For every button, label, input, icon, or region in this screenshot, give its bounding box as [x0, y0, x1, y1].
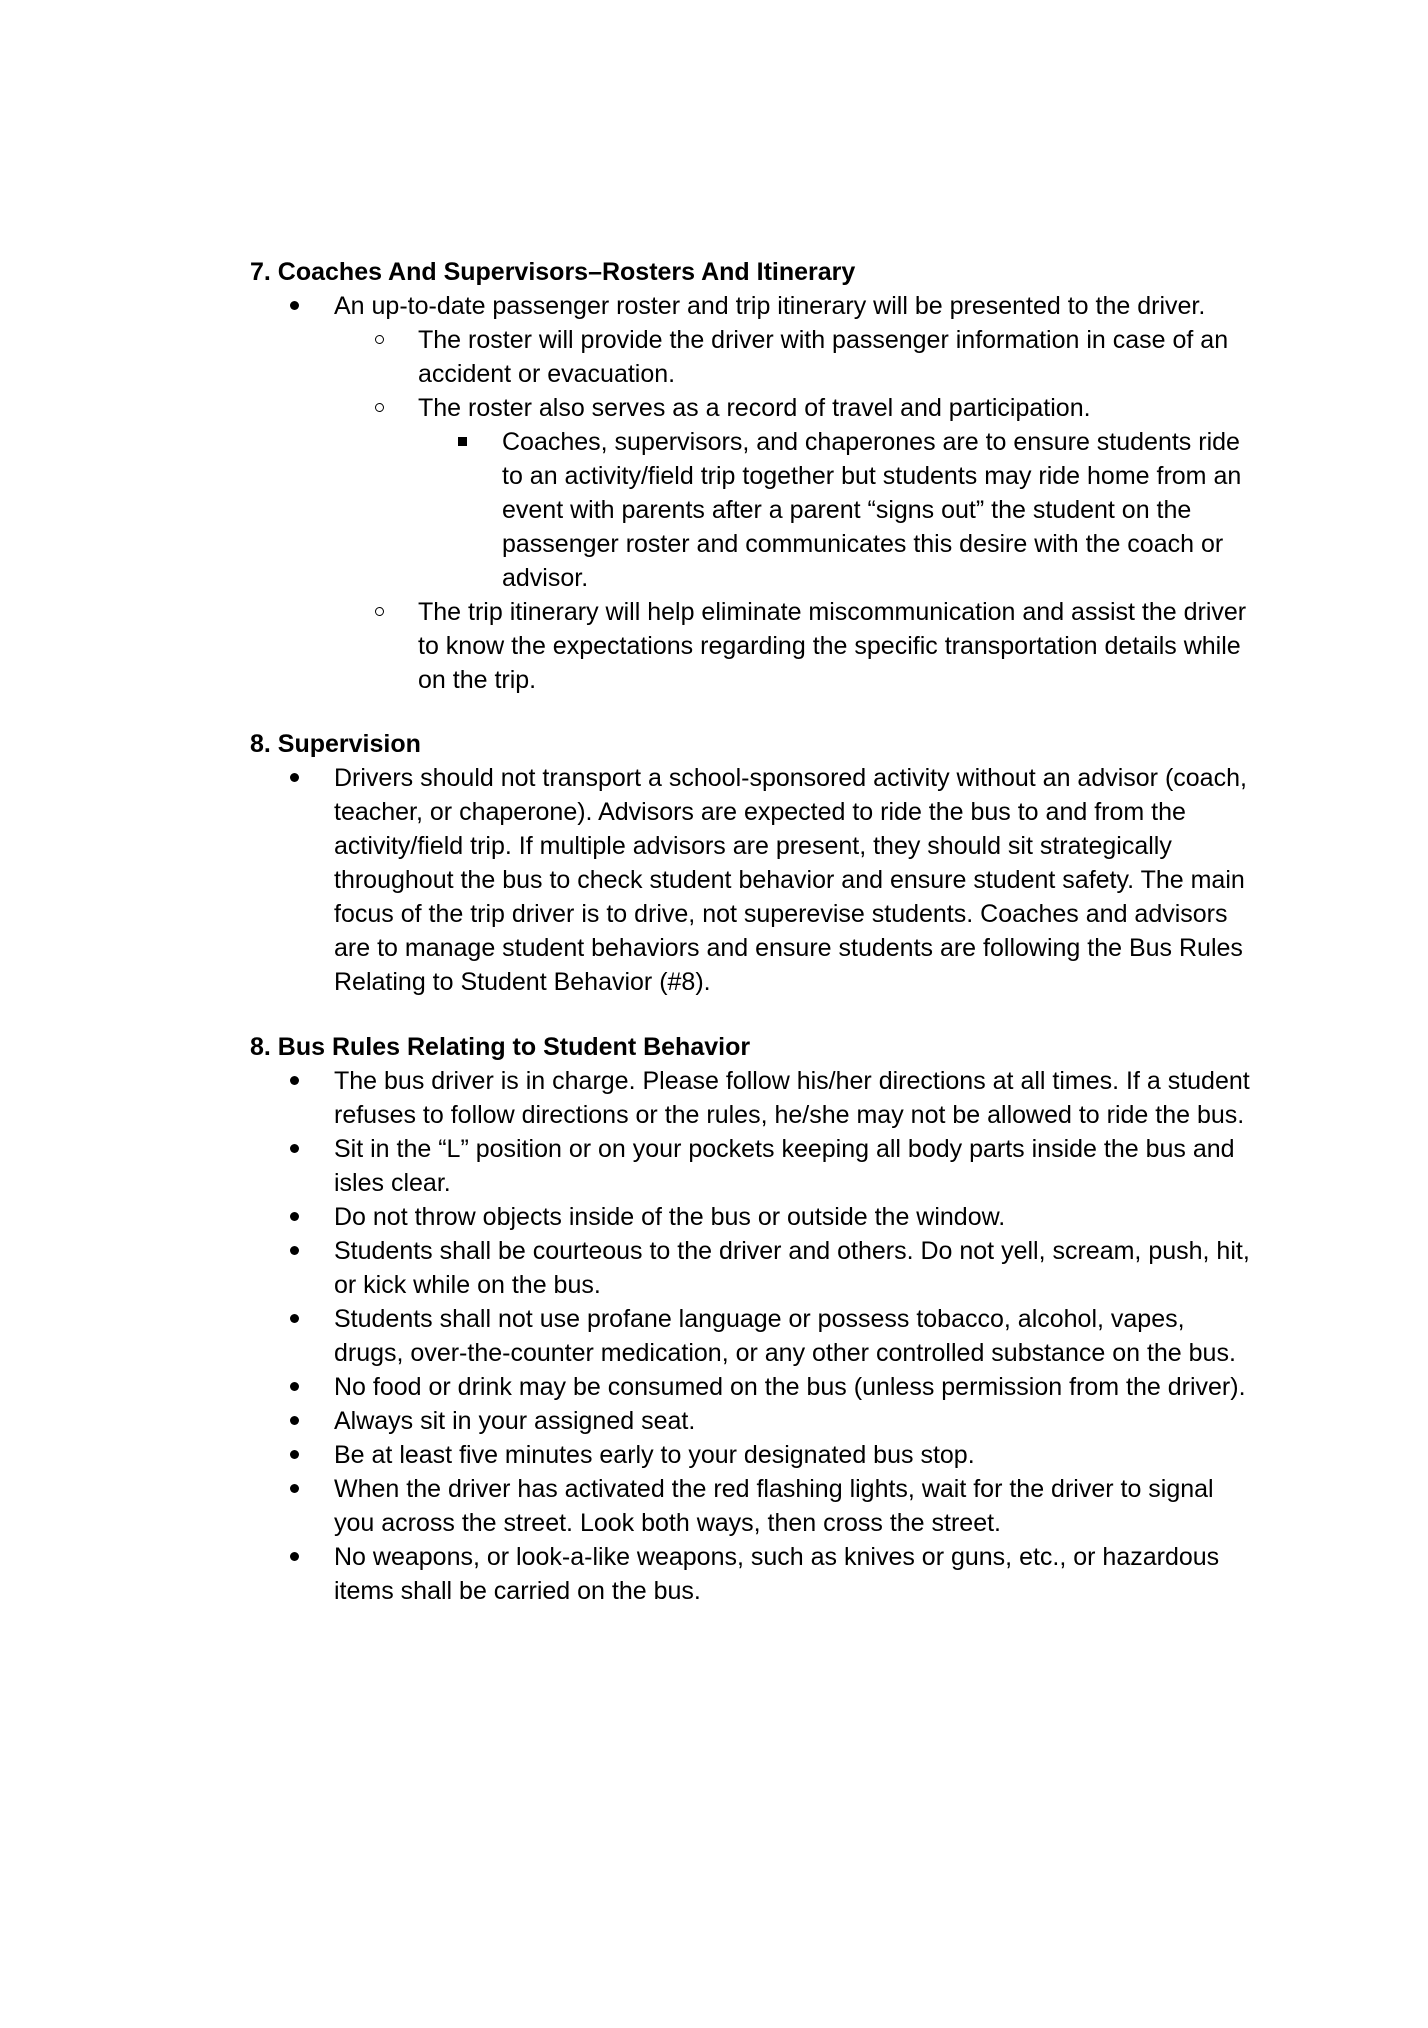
list-item — [250, 391, 1260, 425]
list-item — [250, 1370, 1260, 1404]
bullet-disc — [290, 1404, 299, 1438]
section-heading: 8. Bus Rules Relating to Student Behavior — [250, 1033, 751, 1061]
list-item-text: Coaches, supervisors, and chaperones are to ensure students ride to an activity/field trip together but students may ride home from an event with parents after a parent “signs out” the student on the passenger roster and communicates this desire with the coach or advisor. — [502, 428, 1242, 592]
section-bus-rules — [250, 1030, 1260, 1608]
list-item-text: Be at least five minutes early to your designated bus stop. — [334, 1441, 975, 1469]
bullet-square — [458, 425, 467, 459]
list-item-text: Students shall not use profane language or possess tobacco, alcohol, vapes, drugs, over-the-counter medication, or any other controlled substance on the bus. — [334, 1305, 1236, 1367]
list-item — [250, 1438, 1260, 1472]
section-coaches-supervisors — [250, 255, 1260, 697]
list-item — [250, 1064, 1260, 1132]
bullet-disc — [290, 1370, 299, 1404]
list-item — [250, 1132, 1260, 1200]
list-item — [250, 1404, 1260, 1438]
list-item — [250, 1540, 1260, 1608]
bullet-disc — [290, 289, 299, 323]
bullet-disc — [290, 1302, 299, 1336]
bullet-disc — [290, 761, 299, 795]
list-item — [250, 1302, 1260, 1370]
bullet-disc — [290, 1438, 299, 1472]
list-item — [250, 1472, 1260, 1540]
list-item-text: Drivers should not transport a school-sponsored activity without an advisor (coach, teacher, or chaperone). Advisors are expected to ride the bus to and from the activity/field trip. If multiple advisors are present, they should sit strategically throughout the bus to check student behavior and ensure student safety. The main focus of the trip driver is to drive, not superevise students. Coaches and advisors are to manage student behaviors and ensure students are following the Bus Rules Relating to Student Behavior (#8). — [334, 764, 1247, 996]
list-item-text: Do not throw objects inside of the bus or outside the window. — [334, 1203, 1006, 1231]
list-item — [250, 1200, 1260, 1234]
list-item-text: When the driver has activated the red flashing lights, wait for the driver to signal you across the street. Look both ways, then cross the street. — [334, 1475, 1214, 1537]
bullet-disc — [290, 1064, 299, 1098]
bullet-circle — [375, 595, 384, 629]
bullet-disc — [290, 1472, 299, 1506]
bullet-disc — [290, 1132, 299, 1166]
bullet-disc — [290, 1540, 299, 1574]
section-supervision — [250, 727, 1260, 999]
bullet-circle — [375, 391, 384, 425]
list-item-text: The trip itinerary will help eliminate miscommunication and assist the driver to know the expectations regarding the specific transportation details while on the trip. — [418, 598, 1247, 694]
bullet-circle — [375, 323, 384, 357]
list-item-text: Always sit in your assigned seat. — [334, 1407, 696, 1435]
list-item-text: The bus driver is in charge. Please follow his/her directions at all times. If a student refuses to follow directions or the rules, he/she may not be allowed to ride the bus. — [334, 1067, 1250, 1129]
list-item — [250, 289, 1260, 323]
list-item-text: The roster also serves as a record of travel and participation. — [418, 394, 1091, 422]
bullet-disc — [290, 1234, 299, 1268]
list-item-text: Sit in the “L” position or on your pockets keeping all body parts inside the bus and isles clear. — [334, 1135, 1235, 1197]
list-item — [250, 323, 1260, 391]
section-heading: 7. Coaches And Supervisors–Rosters And Itinerary — [250, 258, 856, 286]
section-heading: 8. Supervision — [250, 730, 421, 758]
list-item-text: No weapons, or look-a-like weapons, such as knives or guns, etc., or hazardous items shall be carried on the bus. — [334, 1543, 1220, 1605]
list-item — [250, 425, 1260, 595]
list-item — [250, 1234, 1260, 1302]
list-item — [250, 595, 1260, 697]
bullet-disc — [290, 1200, 299, 1234]
list-item-text: No food or drink may be consumed on the bus (unless permission from the driver). — [334, 1373, 1246, 1401]
list-item — [250, 761, 1260, 999]
list-item-text: Students shall be courteous to the driver and others. Do not yell, scream, push, hit, or kick while on the bus. — [334, 1237, 1250, 1299]
list-item-text: An up-to-date passenger roster and trip itinerary will be presented to the driver. — [334, 292, 1206, 320]
list-item-text: The roster will provide the driver with passenger information in case of an accident or evacuation. — [418, 326, 1229, 388]
